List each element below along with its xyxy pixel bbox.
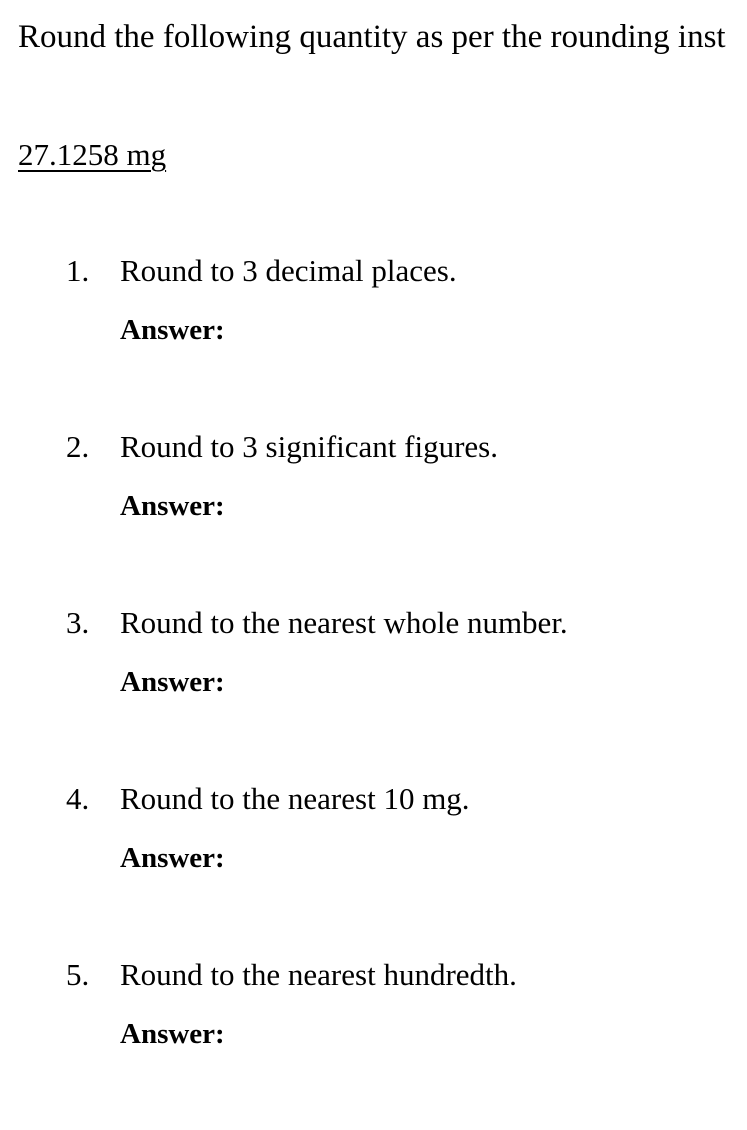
question-number: 3.	[66, 605, 90, 640]
question-number: 5.	[66, 957, 90, 992]
question-number: 2.	[66, 429, 90, 464]
question-item	[0, 954, 747, 1130]
answer-label: Answer:	[120, 1018, 225, 1050]
question-item	[0, 602, 747, 778]
question-number: 1.	[66, 253, 90, 288]
question-number: 4.	[66, 781, 90, 816]
question-text: Round to 3 decimal places.	[120, 253, 457, 288]
question-text: Round to the nearest 10 mg.	[120, 781, 470, 816]
answer-label: Answer:	[120, 666, 225, 698]
question-item	[0, 778, 747, 954]
question-item	[0, 426, 747, 602]
question-list	[0, 250, 747, 1130]
answer-label: Answer:	[120, 842, 225, 874]
question-text: Round to the nearest whole number.	[120, 605, 568, 640]
question-item	[0, 250, 747, 426]
given-quantity: 27.1258 mg	[18, 137, 167, 172]
question-text: Round to the nearest hundredth.	[120, 957, 517, 992]
instruction-text: Round the following quantity as per the rounding inst	[18, 19, 726, 55]
answer-label: Answer:	[120, 314, 225, 346]
question-text: Round to 3 significant figures.	[120, 429, 498, 464]
answer-label: Answer:	[120, 490, 225, 522]
